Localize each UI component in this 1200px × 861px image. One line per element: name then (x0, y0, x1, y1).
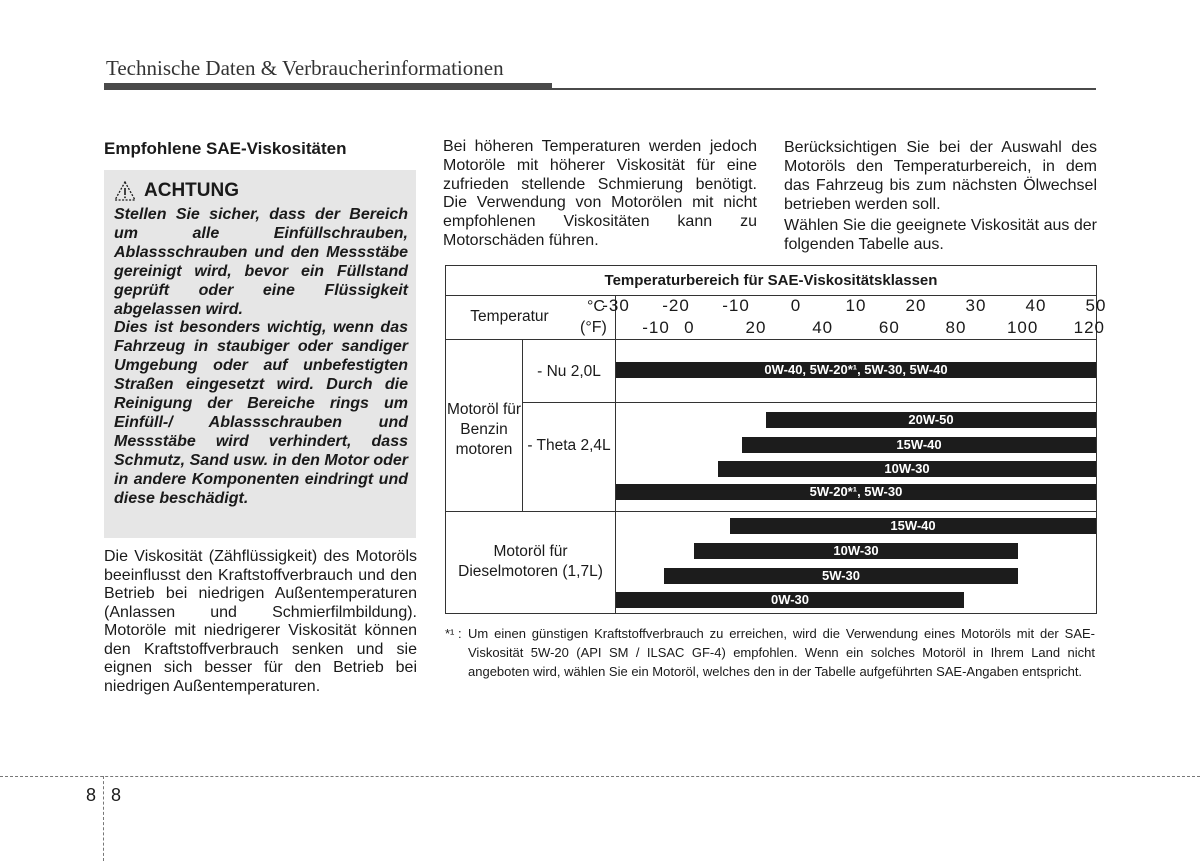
celsius-tick-label: 20 (905, 296, 927, 315)
viscosity-bar: 0W-40, 5W-20*¹, 5W-30, 5W-40 (616, 362, 1096, 378)
warning-paragraph-2: Dies ist besonders wichtig, wenn das Fahrzeug in staubiger oder sandiger Umgebung oder auf unbefestigten Straßen eingesetzt wird. Durch die Reinigung der Bereiche rings um Einfüll-/ Ablassschrauben und Messstäbe wird verhindert, dass Schmutz, Sand usw. in den Motor oder in andere Komponenten eindringt und diese beschädigt. (114, 319, 408, 507)
celsius-unit: °C (587, 298, 605, 315)
celsius-tick-label: 40 (1025, 296, 1047, 315)
fahrenheit-tick-label: 80 (945, 318, 967, 337)
selection-paragraph-2: Wählen Sie die geeignete Viskosität aus der folgenden Tabelle aus. (784, 217, 1097, 254)
chapter-number: 8 (86, 785, 97, 805)
warning-paragraph-1: Stellen Sie sicher, dass der Bereich um alle Einfüllschrauben, Ablassschrauben und den Messstäbe gereinigt wird, bevor ein Füllstand geprüft oder eine Flüssigkeit abgelassen wird. (114, 206, 408, 318)
viscosity-bar: 5W-20*¹, 5W-30 (616, 484, 1096, 500)
theta-engine-label: - Theta 2,4L (527, 437, 611, 454)
footer-dashed-rule (0, 776, 1200, 777)
rule-bar-area-divider (615, 339, 616, 614)
fahrenheit-tick-label: 100 (1006, 318, 1039, 337)
fahrenheit-tick-label: 120 (1073, 318, 1106, 337)
viscosity-bar: 15W-40 (742, 437, 1096, 453)
table-title: Temperaturbereich für SAE-Viskositätsklassen (604, 272, 938, 289)
footnote-text: Um einen günstigen Kraftstoffverbrauch zu erreichen, wird die Verwendung eines Motoröls mit der SAE-Viskosität 5W-20 (API SM / ILSAC GF-4) empfohlen. Wenn ein solches Motoröl in Ihrem Land nicht angeboten wird, wählen Sie ein Motoröl, welches den in der Tabelle aufgeführten SAE-Angaben entspricht. (468, 626, 1095, 679)
high-temperature-paragraph: Bei höheren Temperaturen werden jedoch Motoröle mit höherer Viskosität für eine zufrieden stellende Schmierung benötigt. Die Verwendung von Motorölen mit nicht empfohlenen Viskositäten kann zu Motorschäden führen. (443, 138, 757, 249)
rule-gas-diesel-divider (446, 511, 1096, 512)
celsius-tick-label: -30 (602, 296, 630, 315)
viscosity-bar: 20W-50 (766, 412, 1096, 428)
celsius-tick-label: -10 (722, 296, 750, 315)
fahrenheit-tick-label: 20 (745, 318, 767, 337)
temperature-label: Temperatur (470, 308, 549, 325)
rule-under-title (446, 295, 1096, 296)
viscosity-table (445, 265, 1107, 614)
running-header: Technische Daten & Verbraucherinformationen (106, 56, 504, 80)
page-number: 8 (111, 785, 122, 805)
celsius-tick-label: 0 (790, 296, 802, 315)
viscosity-bar: 0W-30 (616, 592, 964, 608)
viscosity-bar: 10W-30 (718, 461, 1096, 477)
celsius-tick-label: 10 (845, 296, 867, 315)
fahrenheit-tick-label: 60 (878, 318, 900, 337)
viscosity-bar: 10W-30 (694, 543, 1018, 559)
footer-vertical-dashed-rule (103, 776, 104, 861)
section-title: Empfohlene SAE-Viskositäten (104, 139, 347, 158)
fahrenheit-tick-label: 0 (684, 318, 695, 337)
fahrenheit-tick-label: -10 (642, 318, 670, 337)
footnote (445, 624, 1097, 681)
fahrenheit-unit: (°F) (580, 319, 607, 336)
viscosity-bar: 15W-40 (730, 518, 1096, 534)
gasoline-engines-label: Motoröl für Benzin motoren (446, 401, 522, 458)
diesel-engine-label: Motoröl für Dieselmotoren (1,7L) (458, 543, 603, 580)
selection-text (784, 138, 1097, 257)
warning-heading (114, 180, 239, 202)
warning-triangle-icon (114, 181, 136, 201)
celsius-tick-label: -20 (662, 296, 690, 315)
footnote-mark: *¹ : (445, 626, 462, 641)
header-rule-thin (552, 88, 1096, 90)
rule-nu-theta-divider (522, 402, 1096, 403)
rule-under-header (446, 339, 1096, 340)
celsius-tick-label: 30 (965, 296, 987, 315)
celsius-tick-label: 50 (1085, 296, 1107, 315)
viscosity-paragraph: Die Viskosität (Zähflüssigkeit) des Motoröls beeinflusst den Kraftstoffverbrauch und den Betrieb bei niedrigen Außentemperaturen (Anlassen und Schmierfilmbildung). Motoröle mit niedrigerer Viskosität können den Kraftstoffverbrauch senken und sie eignen sich besser für den Betrieb bei niedrigen Außentemperaturen. (104, 548, 417, 695)
warning-box (104, 170, 416, 538)
nu-engine-label: - Nu 2,0L (537, 363, 601, 380)
selection-paragraph-1: Berücksichtigen Sie bei der Auswahl des Motoröls den Temperaturbereich, in dem das Fahrzeug bis zum nächsten Ölwechsel betrieben werden soll. (784, 139, 1097, 214)
header-rule-thick (104, 83, 552, 90)
fahrenheit-tick-label: 40 (812, 318, 834, 337)
warning-text (114, 206, 408, 509)
warning-heading-label: ACHTUNG (144, 180, 239, 201)
viscosity-bar: 5W-30 (664, 568, 1018, 584)
